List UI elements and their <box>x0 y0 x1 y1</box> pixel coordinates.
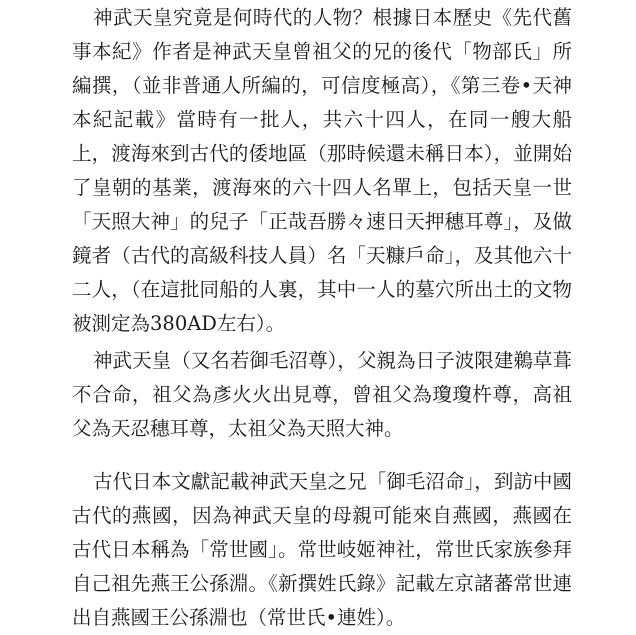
paragraph-yan-state-origin: 古代日本文獻記載神武天皇之兄「御毛沼命」，到訪中國古代的燕國，因為神武天皇的母親可能來自燕國，燕國在古代日本稱為「常世國」。常世岐姬神社，常世氏家族參拜自己祖先燕王公孫淵。《新撰姓氏錄》記載左京諸蕃常世連出自燕國王公孫淵也（常世氏•連姓）。 <box>72 470 572 629</box>
paragraph-emperor-jimmu-lineage: 神武天皇（又名若御毛沼尊），父親為日子波限建鵜草葺不合命，祖父為彥火火出見尊，曾祖父為瓊瓊杵尊，高祖父為天忍穗耳尊，太祖父為天照大神。 <box>72 349 572 440</box>
paragraph-emperor-jimmu-era: 神武天皇究竟是何時代的人物？根據日本歷史《先代舊事本紀》作者是神武天皇曾祖父的兄的後代「物部氏」所編撰，（並非普通人所編的，可信度極高），《第三卷•天神本紀記載》當時有一批人，共六十四人，在同一艘大船上，渡海來到古代的倭地區（那時候還未稱日本），並開始了皇朝的基業，渡海來的六十四人名單上，包括天皇一世「天照大神」的兒子「正哉吾勝々速日天押穗耳尊」，及做鏡者（古代的高級科技人員）名「天糠戶命」，及其他六十二人，（在這批同船的人裏，其中一人的墓穴所出土的文物被測定為380AD左右）。 <box>72 6 572 335</box>
